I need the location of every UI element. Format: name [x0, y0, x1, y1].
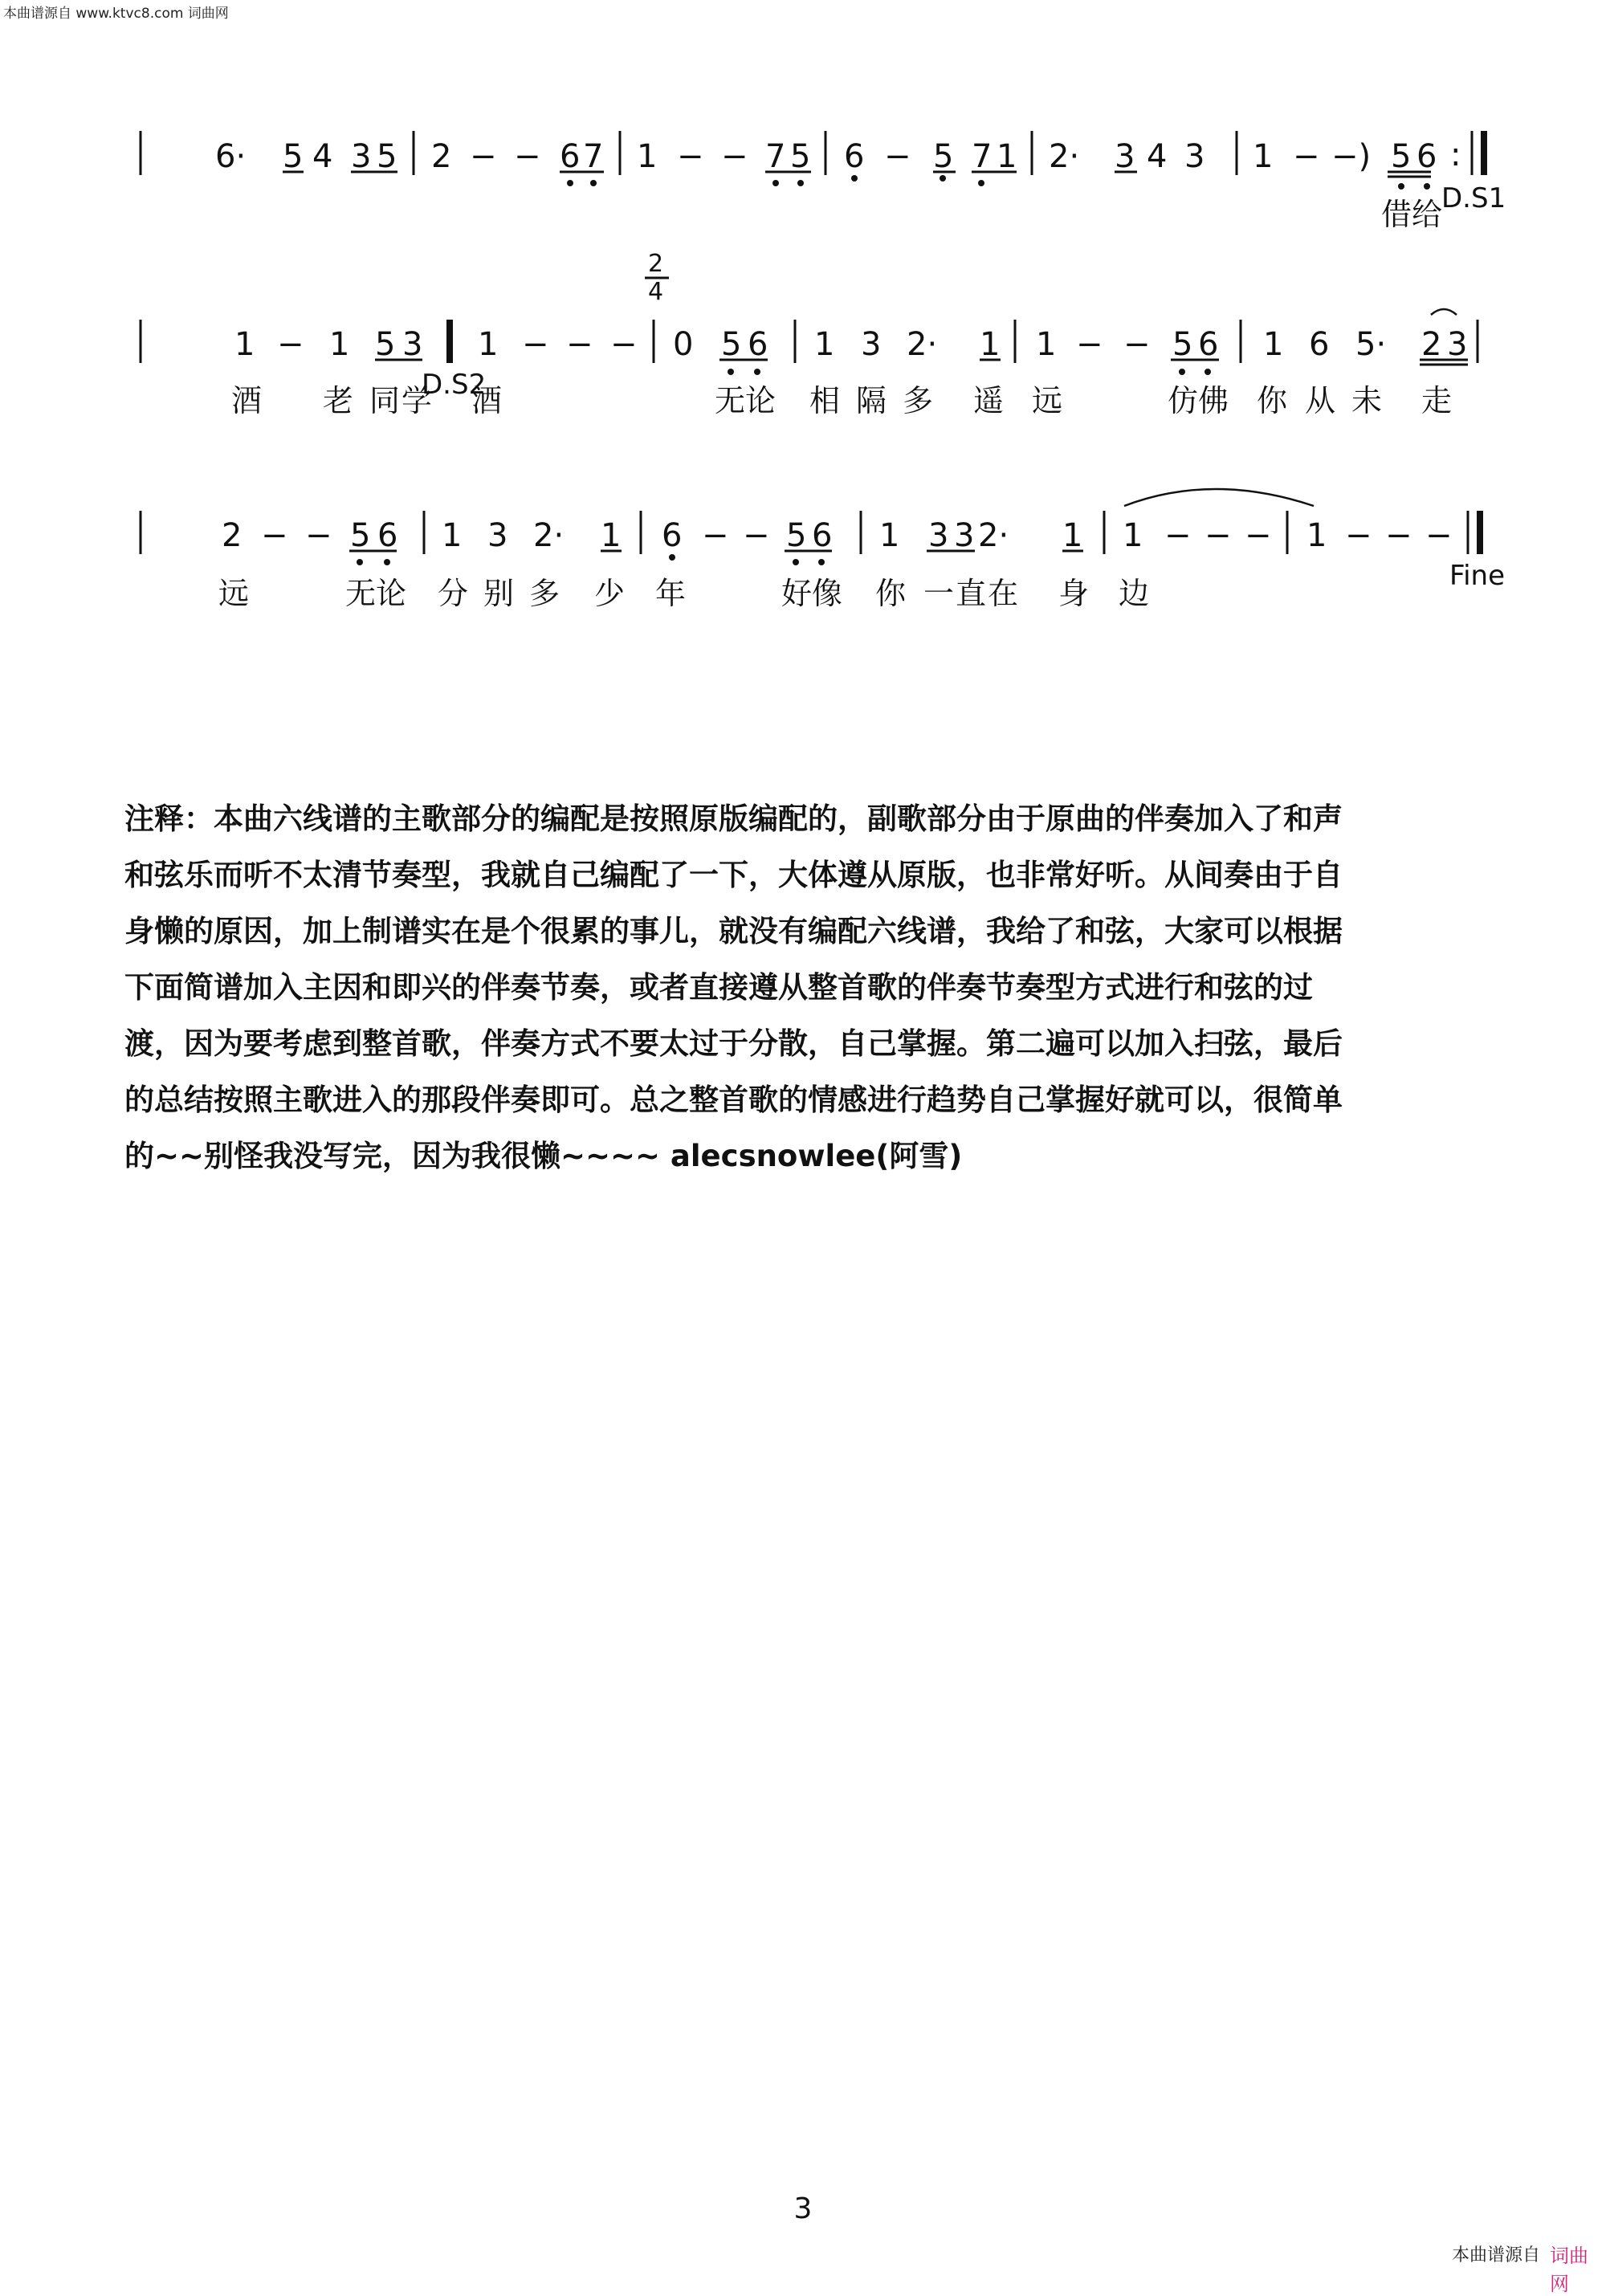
score-line-1-notes: [215, 137, 1461, 175]
note: 1: [329, 326, 350, 363]
note: 5: [933, 138, 954, 175]
note: −: [305, 517, 332, 554]
note: 5: [721, 326, 742, 363]
note: 1: [1123, 517, 1143, 554]
score-line-3-notes: [222, 517, 1453, 554]
note: −: [1204, 517, 1232, 554]
ds1-marker: D.S1: [1441, 182, 1506, 214]
lyric: 未: [1351, 383, 1383, 418]
lyric: 在: [988, 576, 1019, 611]
note: 5: [790, 138, 811, 175]
note: 2: [431, 138, 452, 175]
lyric: 多: [529, 576, 560, 611]
lyric: 酒: [471, 383, 503, 418]
note: 3: [1184, 138, 1205, 175]
note: 6: [1309, 326, 1330, 363]
note: 2: [1421, 326, 1442, 363]
lyric: 多: [903, 383, 934, 418]
note: −: [721, 138, 748, 175]
note: 5: [1391, 138, 1412, 175]
repeat-dots: :: [1450, 137, 1461, 173]
time-signature-bottom: 4: [648, 278, 664, 306]
note: −: [566, 326, 593, 363]
lyric: 相: [809, 383, 841, 418]
score-line-3-dots: [357, 554, 825, 565]
note: 1: [997, 138, 1017, 175]
note: −: [702, 517, 729, 554]
note: −: [1345, 517, 1372, 554]
note: 1: [879, 517, 900, 554]
note: −: [514, 138, 541, 175]
fine-marker: Fine: [1449, 560, 1505, 592]
score-line-3-lyrics: [218, 576, 1149, 611]
note: 2·: [978, 517, 1009, 554]
note: −: [743, 517, 770, 554]
note: 1: [478, 326, 499, 363]
score-line-2-lyrics: [231, 383, 1452, 418]
note: 3: [351, 138, 372, 175]
note: 1: [814, 326, 835, 363]
note: 4: [312, 138, 333, 175]
note: 5: [1172, 326, 1193, 363]
lyric: 论: [745, 383, 777, 418]
lyric: 一: [923, 576, 955, 611]
lyric: 仿: [1168, 383, 1199, 418]
note: 6: [1198, 326, 1219, 363]
note: −: [1123, 326, 1151, 363]
note: 5: [350, 517, 371, 554]
note: 3: [928, 517, 949, 554]
header-site-text: 本曲谱源自 www.ktvc8.com 词曲网: [3, 6, 229, 22]
score-line-2-dots: [728, 369, 1211, 375]
note: 3: [1115, 138, 1135, 175]
footer-source-text: 本曲谱源自: [1452, 2245, 1541, 2265]
lyric: 身: [1058, 576, 1090, 611]
note: −: [884, 138, 911, 175]
lyric: 佛: [1198, 383, 1229, 418]
annotation-paragraph: 注释：本曲六线谱的主歌部分的编配是按照原版编配的，副歌部分由于原曲的伴奏加入了和声 和弦乐而听不太清节奏型，我就自己编配了一下，大体遵从原版，也非常好听。从间奏由于自 身懒的原因，加上制谱实在是个很累的事儿，就没有编配六线谱，我给了和弦，大家可以根据 下面简谱加入主因和即兴的伴奏节奏，或者直接遵从整首歌的伴奏节奏型方式进行和弦的过 渡，因为要考虑到整首歌，伴奏方式不要太过于分散，自己掌握。第二遍可以加入扫弦，最后 的总结按照主歌进入的那段伴奏即可。总之整首歌的情感进行趋势自己掌握好就可以，很简单 的~~别怪我没写完，因为我很懒~~~~ alecsnowlee(阿雪): [124, 801, 1343, 1173]
lyric: 遥: [973, 383, 1005, 418]
note: 1: [1306, 517, 1327, 554]
note: 2·: [533, 517, 565, 554]
note: 6: [560, 138, 581, 175]
lyric: 好: [781, 576, 813, 611]
page-number: 3: [793, 2192, 813, 2225]
note: 1: [1253, 138, 1274, 175]
note: −: [470, 138, 497, 175]
ds2-marker: D.S2: [422, 369, 487, 401]
note: 1: [637, 138, 658, 175]
lyric: 酒: [231, 383, 263, 418]
lyric: 老: [323, 383, 354, 418]
note: 6: [1416, 138, 1437, 175]
lyric: 分: [438, 576, 469, 611]
lyric: 从: [1305, 383, 1336, 418]
time-signature-top: 2: [648, 250, 664, 278]
note: −): [1331, 138, 1372, 175]
note: 1: [442, 517, 463, 554]
note: 2·: [1049, 138, 1080, 175]
score-line-1: [141, 131, 1484, 177]
note: 6·: [215, 138, 247, 175]
note: −: [1245, 517, 1272, 554]
note: −: [1425, 517, 1453, 554]
note: 1: [234, 326, 255, 363]
note: −: [522, 326, 549, 363]
lyric: 论: [376, 576, 407, 611]
lyric: 走: [1421, 383, 1453, 418]
lyric: 学: [402, 383, 433, 418]
note: −: [1076, 326, 1103, 363]
lyric: 你: [875, 576, 907, 611]
note: 5·: [1355, 326, 1387, 363]
note: 0: [673, 326, 694, 363]
note: 3: [487, 517, 508, 554]
score-line-2-notes: [234, 326, 1467, 363]
note: 2·: [907, 326, 938, 363]
note: −: [277, 326, 304, 363]
lyric: 同: [369, 383, 401, 418]
note: 6: [812, 517, 833, 554]
note: 3: [1447, 326, 1468, 363]
lyric: 你: [1257, 383, 1288, 418]
note: −: [610, 326, 638, 363]
note: 7: [765, 138, 786, 175]
note: 6: [748, 326, 768, 363]
note: 6: [662, 517, 683, 554]
note: 1: [1263, 326, 1284, 363]
lyric: 直: [956, 576, 987, 611]
note: 2: [222, 517, 243, 554]
lyric: 少: [594, 576, 626, 611]
note: 1: [1062, 517, 1083, 554]
note: −: [1164, 517, 1192, 554]
note: −: [261, 517, 288, 554]
note: 6: [377, 517, 398, 554]
note: 1: [601, 517, 622, 554]
note: 1: [980, 326, 1001, 363]
lyric: 别: [483, 576, 515, 611]
lyric: 给: [1412, 197, 1443, 232]
lyric: 无: [345, 576, 377, 611]
note: 5: [375, 326, 396, 363]
lyric: 边: [1119, 576, 1150, 611]
lyric: 无: [715, 383, 746, 418]
footer-brand-logo: 词曲网: [1550, 2245, 1588, 2295]
jianpu-score: [0, 0, 1606, 723]
score-line-3: [141, 489, 1480, 554]
note: 6: [844, 138, 865, 175]
note: 5: [283, 138, 304, 175]
lyric: 借: [1381, 197, 1412, 232]
note: 3: [954, 517, 975, 554]
note: 5: [786, 517, 807, 554]
note: 7: [583, 138, 604, 175]
lyric: 像: [812, 576, 843, 611]
lyric: 隔: [856, 383, 887, 418]
note: 1: [1036, 326, 1057, 363]
note: 3: [402, 326, 423, 363]
lyric: 年: [655, 576, 687, 611]
note: −: [1385, 517, 1412, 554]
score-line-1-dots: [567, 175, 1430, 190]
note: −: [1293, 138, 1320, 175]
note: −: [677, 138, 704, 175]
note: 5: [377, 138, 397, 175]
note: 7: [972, 138, 993, 175]
note: 3: [861, 326, 882, 363]
note: 4: [1147, 138, 1168, 175]
lyric: 远: [218, 576, 250, 611]
lyric: 远: [1032, 383, 1063, 418]
